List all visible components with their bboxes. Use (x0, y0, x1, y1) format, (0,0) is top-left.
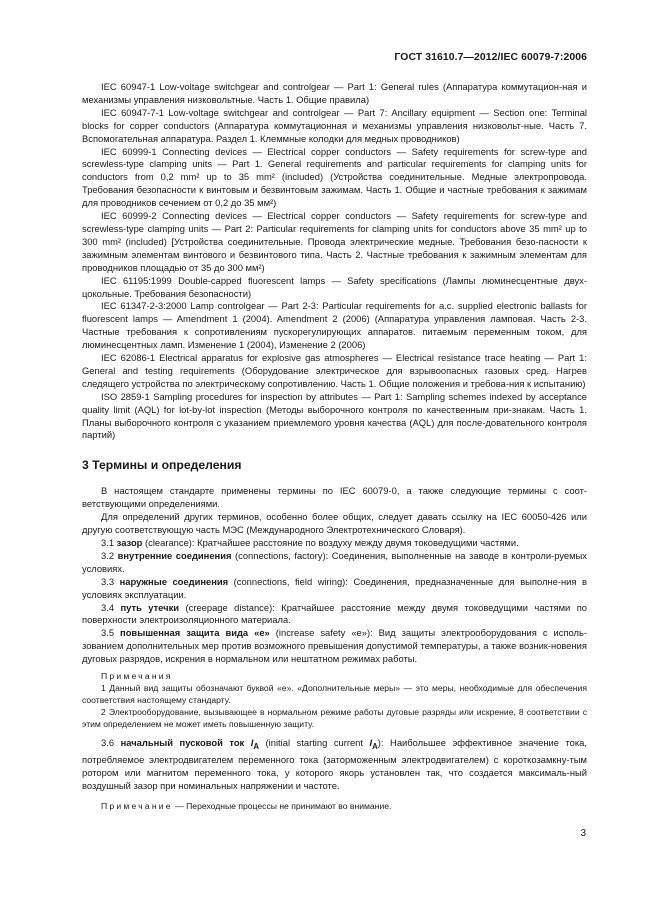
term-text: (initial starting current (259, 737, 370, 749)
term-symbol: I (250, 737, 254, 749)
term-number: 3.1 (101, 537, 115, 548)
term-name: внутренние соединения (117, 549, 232, 561)
term-symbol: I (369, 737, 373, 749)
section-intro: Для определений других терминов, особенно более общих, следует давать ссылку на IEC 60050-426 или другую соответствующую часть МЭС (Международного Электротехнического Словаря). (82, 511, 587, 536)
term-number: 3.6 (101, 737, 115, 749)
section-intro: В настоящем стандарте применены термины по IEC 60079-0, а также следующие термины с соот-ветствующими определениями. (82, 485, 587, 510)
term-symbol-subscript: A (372, 741, 378, 751)
reference-item: IEC 61347-2-3:2000 Lamp controlgear — Part 2-3: Particular requirements for a.c. supplied electronic ballasts for fluorescent lamps — Amendment 1 (2004). Amendment 2 (2006) (Аппаратура управления ламповая. Часть 2-3. Частные требования к сопротивлениям пускорегулирующих аппаратов. питаемым переменным током, для люминесцентных ламп. Изменение 1 (2004), Изменение 2 (2006) (82, 300, 587, 351)
term-text: ): Наибольшее эффективное значение тока, потребляемое электродвигателем переменного тока (заторможенным электродвигателем) с короткозамкну-тым ротором или магнитом переменного тока, у которого якорь установлен так, что создается максималь-ный воздушный зазор при номинальных напряжении и частоте. (82, 737, 587, 791)
reference-item: IEC 60947-7-1 Low-voltage switchgear and controlgear — Part 7: Ancillary equipment — Section one: Terminal blocks for copper conductors (Аппаратура коммутационная и механизмы управления низковольт-ные. Часть 7. Вспомогательная аппаратура. Раздел 1. Клеммные колодки для медных проводников) (82, 106, 587, 144)
normative-references-list (82, 81, 587, 442)
term-text: (connections, field wiring): Соединения, предназначенные для выполне-ния в условиях эксплуатации. (82, 575, 587, 600)
reference-item: ISO 2859-1 Sampling procedures for inspection by attributes — Part 1: Sampling schemes indexed by acceptance quality limit (AQL) for lot-by-lot inspection (Методы выборочного контроля по качественным при-знакам. Часть 1. Планы выборочного контроля с указанием приемлемого уровня качества (AQL) для после-довательного контроля партий) (82, 390, 587, 441)
final-note (82, 800, 587, 812)
term-text: (clearance): Кратчайшее расстояние по воздуху между двумя токоведущими частями. (142, 537, 519, 548)
final-note-text: — Переходные процессы не принимают во внимание. (172, 800, 392, 811)
term-number: 3.2 (101, 549, 115, 561)
term-definition (82, 737, 587, 793)
term-name: повышенная защита вида «е» (120, 627, 270, 639)
document-body (82, 81, 587, 812)
reference-item: IEC 62086-1 Electrical apparatus for explosive gas atmospheres — Electrical resistance trace heating — Part 1: General and testing requirements (Оборудование электрическое для взрывоопасных газовых сред. Нагрев следящего устройства по электрическому сопротивлению. Часть 1. Общие положения и требова-ния к испытанию) (82, 352, 587, 389)
term-number: 3.3 (101, 575, 115, 587)
reference-item: IEC 60947-1 Low-voltage switchgear and controlgear — Part 1: General rules (Аппаратура коммутацион-ная и механизмы управления низковольтные. Часть 1. Общие правила) (82, 81, 587, 105)
term-number: 3.4 (101, 601, 115, 613)
final-note-label: Примечание (101, 800, 173, 811)
term-name: наружные соединения (119, 575, 229, 587)
note-item: 1 Данный вид защиты обозначают буквой «е». «Дополнительные меры» — это меры, необходимые для обеспечения соответствия настоящему стандарту. (82, 683, 587, 706)
reference-item: IEC 61195:1999 Double-capped fluorescent lamps — Safety specifications (Лампы люминесцентные двух-цокольные. Требования безопасности) (82, 274, 587, 299)
note-item: 2 Электрооборудование, вызывающее в нормальном режиме работы дуговые разряды или искрение, 8 соответствии с этим определением не может иметь повышенную защиту. (82, 707, 587, 730)
term-definition (82, 576, 587, 602)
term-text: (creepage distance): Кратчайшее расстояние между двумя токоведущими частями по поверхности электроизоляционного материала. (82, 601, 587, 626)
term-name: зазор (116, 537, 143, 548)
reference-item: IEC 60999-2 Connecting devices — Electrical copper conductors — Safety requirements for screw-type and screwless-type clamping units — Part 2: Particular requirements for clamping units for conductors above 35 mm² up to 300 mm² (included) [Устройства соединительные. Провода электрические медные. Требования безо-пасности к зажимным элементам винтового и безвинтового типа. Часть 2. Частные требования к зажимным элементам для проводников площадью от 35 до 300 мм²) (82, 210, 587, 273)
section-heading: 3 Термины и определения (82, 458, 242, 473)
term-definition (82, 537, 587, 550)
term-text: (increase safety «е»): Вид защиты электрооборудования с исполь-зованием дополнительных мер против возможного превышения допустимой температуры, а также возник-новения дуговых разрядов, искрения в нормальном или нештатном режимах работы. (82, 627, 588, 665)
reference-item: IEC 60999-1 Connecting devices — Electrical copper conductors — Safety requirements for screw-type and screwless-type clamping units — Part 1. General requirements and particular requirements for clamping units for conductors from 0,2 mm² up to 35 mm² (included) (Устройства соединительные. Медные электропровода. Требования безопасности к винтовым и безвинтовым зажимам. Часть 1. Общие и частные требования к зажимам для проводников сечением от 0,2 до 35 мм²) (82, 145, 587, 209)
term-name: путь утечки (120, 601, 180, 613)
term-number: 3.5 (101, 627, 115, 639)
term-text: (connections, factory): Соединения, выполненные на заводе в контроли-руемых условиях. (82, 549, 587, 574)
term-symbol-subscript: A (253, 741, 260, 751)
term-definition (82, 550, 587, 576)
page-number: 3 (580, 828, 586, 839)
notes-heading: Примечания (101, 671, 173, 682)
term-definition (82, 627, 587, 666)
term-name: начальный пусковой ток (120, 737, 251, 749)
term-definition (82, 602, 587, 628)
document-header: ГОСТ 31610.7—2012/IEC 60079-7:2006 (394, 52, 587, 63)
